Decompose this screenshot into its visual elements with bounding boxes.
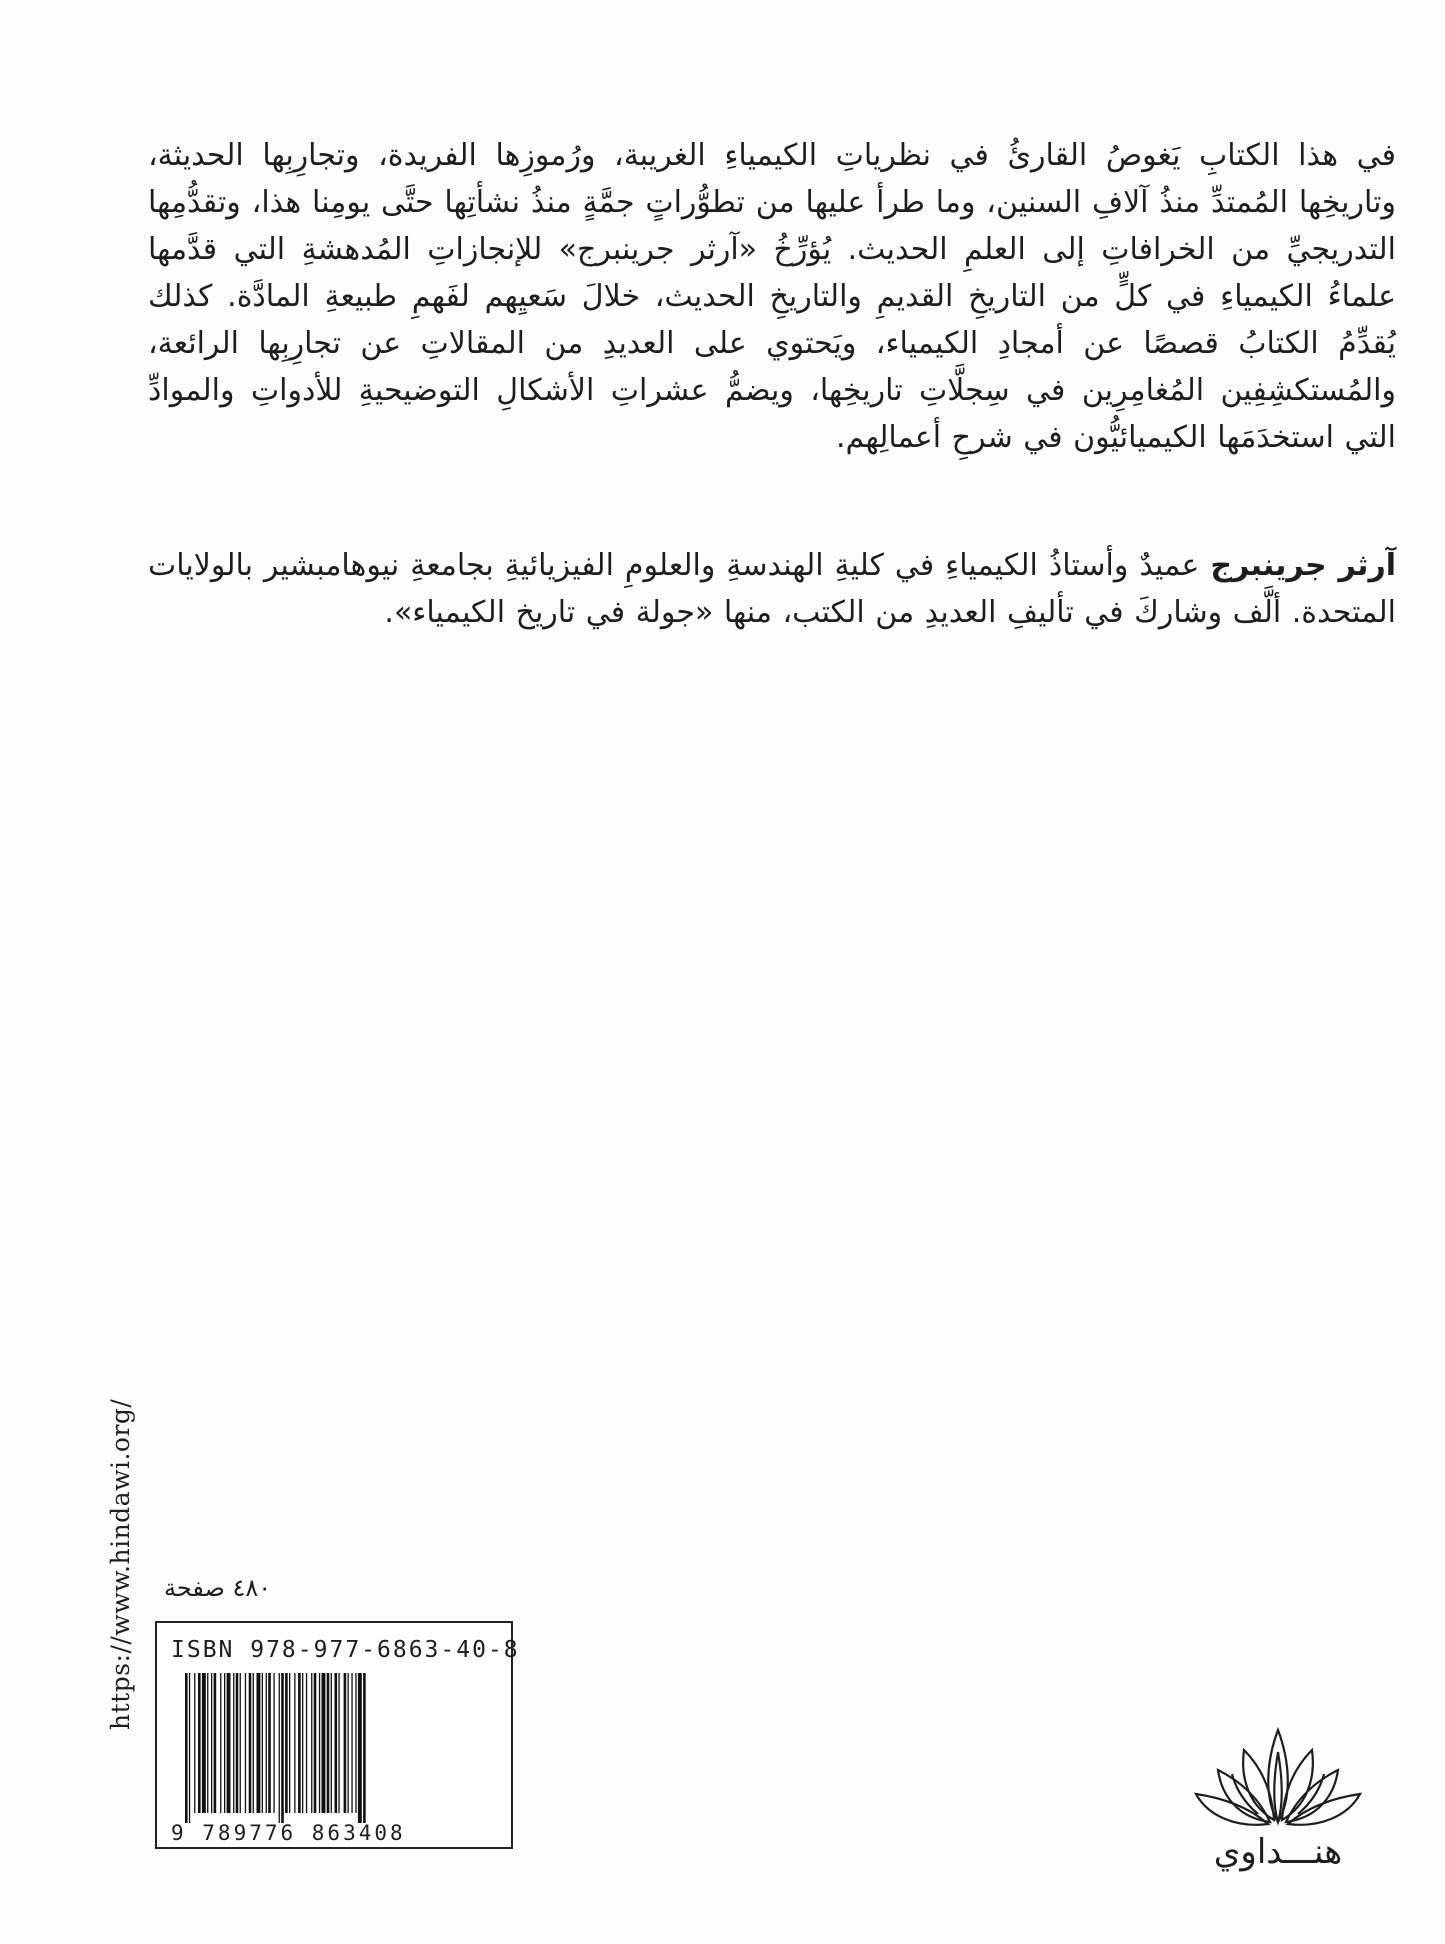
barcode-bar (302, 1673, 303, 1813)
author-bio-text: عميدٌ وأستاذُ الكيمياءِ في كليةِ الهندسةِ والعلومِ الفيزيائيةِ بجامعةِ نيوهامبشير بالولايات المتحدة. ألَّف وشاركَ في تأليفِ العديدِ من الكتب، منها «جولة في تاريخ الكيمياء». (148, 548, 1396, 630)
barcode-bar (363, 1673, 366, 1823)
book-summary: في هذا الكتابِ يَغوصُ القارئُ في نظرياتِ الكيمياءِ الغريبة، ورُموزِها الفريدة، وتجارِبِها الحديثة، وتاريخِها المُمتدِّ منذُ آلافِ السنين، وما طرأ عليها من تطوُّراتٍ جمَّةٍ منذُ نشأتِها حتَّى يومِنا هذا، وتقدُّمِها التدريجيِّ من الخرافاتِ إلى العلمِ الحديث. يُؤرِّخُ «آرثر جرينبرج» للإنجازاتِ المُدهشةِ التي قدَّمها علماءُ الكيمياءِ في كلٍّ من التاريخِ القديمِ والتاريخِ الحديث، خلالَ سَعيِهم لفَهمِ طبيعةِ المادَّة. كذلك يُقدِّمُ الكتابُ قصصًا عن أمجادِ الكيمياء، ويَحتوي على العديدِ من المقالاتِ عن تجارِبِها الرائعة، والمُستكشِفِين المُغامِرِين في سِجلَّاتِ تاريخِها، ويضمُّ عشراتِ الأشكالِ التوضيحيةِ للأدواتِ والموادِّ التي استخدَمَها الكيميائيُّون في شرحِ أعمالِهم. (148, 138, 1396, 455)
barcode-bar (344, 1673, 347, 1813)
isbn-label: ISBN 978-977-6863-40-8 (171, 1637, 520, 1663)
barcode-number: 9 789776 863408 (171, 1821, 406, 1845)
barcode-bar (257, 1673, 261, 1813)
author-name: آرثر جرينبرج (1210, 548, 1396, 583)
barcode-bar (262, 1673, 263, 1813)
barcode-bar (322, 1673, 326, 1813)
barcode-bar (335, 1673, 338, 1813)
barcode-bar (338, 1673, 339, 1813)
barcode-bar (233, 1673, 234, 1813)
barcode-bar (279, 1673, 280, 1823)
barcode-bar (211, 1673, 212, 1813)
barcode-bar (298, 1673, 301, 1813)
barcode-bar (185, 1673, 188, 1823)
barcode-bar (227, 1673, 231, 1813)
barcode-bar (240, 1673, 241, 1813)
barcode-bar (319, 1673, 320, 1813)
barcode-bar (189, 1673, 190, 1823)
barcode-bar (214, 1673, 217, 1813)
barcode-bar (285, 1673, 288, 1813)
publisher-logo (1188, 1710, 1368, 1890)
isbn-barcode (155, 1621, 520, 1849)
barcode-bar (311, 1673, 312, 1813)
author-bio (148, 542, 1396, 636)
barcode-bar (198, 1673, 201, 1813)
flower-icon (1188, 1710, 1368, 1830)
barcode-bar (358, 1673, 362, 1823)
barcode-bar (289, 1673, 290, 1813)
barcode-bar (236, 1673, 239, 1813)
barcode-bar (348, 1673, 349, 1813)
barcode-bar (202, 1673, 206, 1813)
barcode-bar (266, 1673, 267, 1813)
barcode-bar (331, 1673, 332, 1813)
barcode-bar (253, 1673, 254, 1813)
barcode-bar (220, 1673, 221, 1813)
barcode-bar (294, 1673, 295, 1813)
barcode-bar (327, 1673, 330, 1813)
barcode-bar (245, 1673, 246, 1813)
barcode-bar (268, 1673, 271, 1813)
publisher-name: هنـــداوي (1213, 1832, 1343, 1872)
barcode-bar (273, 1673, 274, 1813)
barcode-bar (355, 1673, 356, 1813)
barcode-bar (306, 1673, 307, 1813)
barcode-bar (281, 1673, 284, 1823)
barcode-bar (194, 1673, 195, 1813)
barcode-bar (351, 1673, 352, 1813)
barcode-bar (249, 1673, 252, 1813)
barcode-bars (183, 1673, 499, 1823)
publisher-url: https://www.hindawi.org/ (106, 1398, 135, 1730)
barcode-bar (207, 1673, 208, 1813)
page-count: ٤٨٠ صفحة (164, 1574, 272, 1602)
barcode-bar (224, 1673, 225, 1813)
barcode-bar (314, 1673, 317, 1813)
